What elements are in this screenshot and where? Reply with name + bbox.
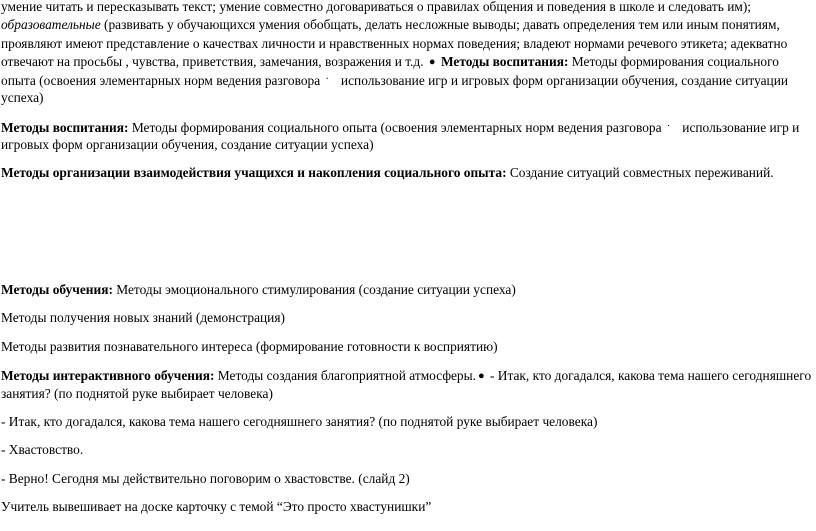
paragraph-line [1, 16, 780, 34]
text: Методы создания благоприятной атмосферы. [214, 368, 476, 383]
paragraph-line [1, 164, 774, 182]
text: Методы формирования социального опыта (освоения элементарных норм ведения разговора [128, 120, 662, 135]
paragraph-line [1, 470, 410, 488]
paragraph-line [1, 136, 374, 154]
paragraph-line [1, 71, 788, 90]
bold-heading: Методы интерактивного обучения: [1, 368, 215, 383]
text: опыта (освоения элементарных норм ведения разговора [1, 73, 321, 88]
bullet-icon: ● [477, 370, 485, 382]
paragraph-line [1, 498, 431, 516]
paragraph-line [1, 385, 273, 403]
text: Создание ситуаций совместных переживаний. [506, 165, 774, 180]
text: Методы получения новых знаний (демонстрация) [1, 310, 285, 325]
text: Учитель вывешивает на доске карточку с темой “Это просто хвастунишки” [1, 499, 432, 514]
text: Методы развития познавательного интереса (формирование готовности к восприятию) [1, 339, 498, 354]
text: игровых форм организации обучения, создание ситуации успеха) [1, 137, 374, 152]
bold-heading: Методы воспитания: [1, 120, 129, 135]
paragraph-line [1, 309, 285, 327]
bullet-icon: ● [428, 56, 436, 68]
text: (развивать у обучающихся умения обобщать, делать несложные выводы; давать определения тем или иным понятиям, [100, 17, 780, 32]
text: отвечают на просьбы , чувства, приветствия, замечания, возражения и т.д. [1, 54, 424, 69]
paragraph-line [1, 118, 799, 137]
paragraph-line [1, 367, 811, 385]
small-bullet-icon: · [325, 74, 329, 85]
text: - Итак, кто догадался, какова тема нашего сегодняшнего [486, 368, 812, 383]
text: - Верно! Сегодня мы действительно поговорим о хвастовстве. (слайд 2) [1, 471, 410, 486]
bold-heading: Методы обучения: [1, 282, 113, 297]
text: умение читать и пересказывать текст; умение совместно договариваться о правилах общения и поведения в школе и следовать им); [1, 0, 752, 14]
text: занятия? (по поднятой руке выбирает человека) [1, 386, 273, 401]
text: проявляют имеют представление о качествах личности и нравственных нормах поведения; владеют нормами речевого этикета; адекватно [1, 36, 788, 51]
text: - Хвастовство. [1, 442, 84, 457]
text: использование игр и [682, 120, 800, 135]
paragraph-line [1, 53, 779, 71]
paragraph-line [1, 441, 83, 459]
text: Методы эмоционального стимулирования (создание ситуации успеха) [112, 282, 516, 297]
emphasis-text: образовательные [1, 17, 101, 32]
paragraph-line [1, 89, 44, 107]
paragraph-line [1, 281, 516, 299]
paragraph-line [1, 413, 597, 431]
small-bullet-icon: · [666, 121, 671, 132]
bold-heading: Методы организации взаимодействия учащихся и накопления социального опыта: [1, 165, 507, 180]
text: - Итак, кто догадался, какова тема нашего сегодняшнего занятия? (по поднятой руке выбирает человека) [1, 414, 598, 429]
text: Методы формирования социального [568, 54, 779, 69]
text: успеха) [1, 90, 44, 105]
bold-heading: Методы воспитания: [440, 54, 569, 69]
paragraph-line [1, 338, 498, 356]
paragraph-line [1, 35, 787, 53]
text: использование игр и игровых форм организации обучения, создание ситуации [340, 73, 789, 88]
paragraph-line [1, 0, 751, 16]
